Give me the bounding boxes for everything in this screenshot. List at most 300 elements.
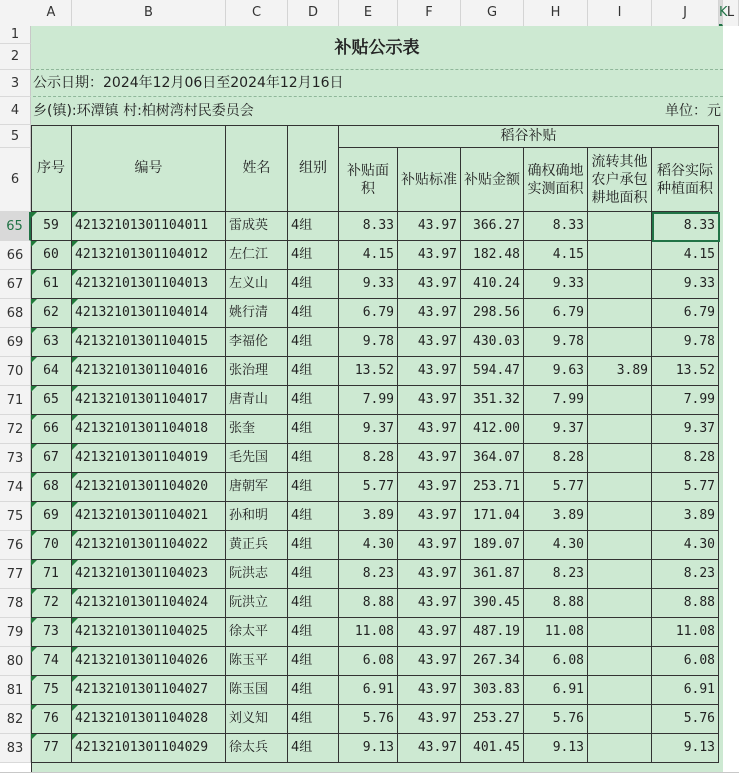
cell-confirmed[interactable] xyxy=(524,328,588,357)
cell-value: 4.30 xyxy=(683,537,715,552)
row-header-81[interactable]: 81 xyxy=(0,676,31,705)
cell-seq[interactable] xyxy=(31,589,72,618)
row-header-75[interactable]: 75 xyxy=(0,502,31,531)
cell-value: 9.33 xyxy=(683,276,715,291)
column-header-c[interactable]: C xyxy=(226,0,288,26)
cell-std[interactable] xyxy=(398,270,461,299)
cell-area[interactable] xyxy=(339,473,398,502)
cell-confirmed[interactable] xyxy=(524,386,588,415)
cell-code[interactable] xyxy=(72,560,226,589)
cell-confirmed[interactable] xyxy=(524,705,588,734)
cell-transfer[interactable] xyxy=(588,734,652,763)
cell-seq[interactable] xyxy=(31,560,72,589)
cell-confirmed[interactable] xyxy=(524,502,588,531)
cell-value: 594.47 xyxy=(473,363,520,378)
cell-seq[interactable] xyxy=(31,734,72,763)
cell-confirmed[interactable] xyxy=(524,241,588,270)
cell-group[interactable] xyxy=(288,357,339,386)
cell-transfer[interactable] xyxy=(588,386,652,415)
cell-amount[interactable] xyxy=(461,531,524,560)
cell-std[interactable] xyxy=(398,212,461,241)
cell-transfer[interactable] xyxy=(588,531,652,560)
cell-value: 8.28 xyxy=(362,450,394,465)
row-header-82[interactable]: 82 xyxy=(0,705,31,734)
cell-std[interactable] xyxy=(398,705,461,734)
cell-value: 43.97 xyxy=(417,392,457,407)
header-code: 编号 xyxy=(72,125,226,212)
cell-seq[interactable] xyxy=(31,241,72,270)
cell-code[interactable] xyxy=(72,241,226,270)
cell-name[interactable] xyxy=(226,647,288,676)
cell-group[interactable] xyxy=(288,560,339,589)
cell-name[interactable] xyxy=(226,531,288,560)
cell-value: 42132101301104027 xyxy=(75,682,209,697)
row-header-78[interactable]: 78 xyxy=(0,589,31,618)
cell-group[interactable] xyxy=(288,618,339,647)
cell-area[interactable] xyxy=(339,589,398,618)
cell-value: 42132101301104016 xyxy=(75,363,209,378)
cell-seq[interactable] xyxy=(31,270,72,299)
cell-transfer[interactable] xyxy=(588,473,652,502)
error-indicator-icon xyxy=(31,705,37,711)
cell-actual[interactable] xyxy=(652,270,719,299)
column-header-e[interactable]: E xyxy=(339,0,398,26)
cell-value: 4组 xyxy=(291,653,313,668)
cell-code[interactable] xyxy=(72,647,226,676)
cell-name[interactable] xyxy=(226,328,288,357)
row-header-4[interactable]: 4 xyxy=(0,97,31,125)
cell-transfer[interactable] xyxy=(588,676,652,705)
error-indicator-icon xyxy=(72,589,78,595)
cell-code[interactable] xyxy=(72,676,226,705)
column-header-f[interactable]: F xyxy=(398,0,461,26)
cell-code[interactable] xyxy=(72,357,226,386)
cell-group[interactable] xyxy=(288,705,339,734)
cell-name[interactable] xyxy=(226,589,288,618)
cell-area[interactable] xyxy=(339,212,398,241)
cell-value: 4组 xyxy=(291,247,313,262)
cell-code[interactable] xyxy=(72,618,226,647)
header-transfer-area: 流转其他农户承包耕地面积 xyxy=(588,148,652,212)
cell-seq[interactable] xyxy=(31,415,72,444)
cell-code[interactable] xyxy=(72,531,226,560)
error-indicator-icon xyxy=(72,328,78,334)
cell-name[interactable] xyxy=(226,676,288,705)
cell-seq[interactable] xyxy=(31,212,72,241)
row-header-71[interactable]: 71 xyxy=(0,386,31,415)
cell-name[interactable] xyxy=(226,473,288,502)
cell-group[interactable] xyxy=(288,212,339,241)
cell-amount[interactable] xyxy=(461,618,524,647)
cell-group[interactable] xyxy=(288,734,339,763)
cell-actual[interactable] xyxy=(652,444,719,473)
cell-area[interactable] xyxy=(339,734,398,763)
cell-seq[interactable] xyxy=(31,328,72,357)
cell-transfer[interactable] xyxy=(588,328,652,357)
row-header-6[interactable]: 6 xyxy=(0,148,31,212)
cell-actual[interactable] xyxy=(652,386,719,415)
cell-transfer[interactable] xyxy=(588,618,652,647)
cell-area[interactable] xyxy=(339,357,398,386)
cell-code[interactable] xyxy=(72,212,226,241)
cell-area[interactable] xyxy=(339,299,398,328)
cell-name[interactable] xyxy=(226,705,288,734)
cell-area[interactable] xyxy=(339,241,398,270)
cell-area[interactable] xyxy=(339,531,398,560)
cell-name[interactable] xyxy=(226,502,288,531)
cell-confirmed[interactable] xyxy=(524,560,588,589)
cell-actual[interactable] xyxy=(652,241,719,270)
row-header-2[interactable]: 2 xyxy=(0,44,31,70)
cell-value: 7.99 xyxy=(552,392,584,407)
cell-transfer[interactable] xyxy=(588,357,652,386)
cell-group[interactable] xyxy=(288,647,339,676)
cell-value: 42132101301104011 xyxy=(75,218,209,233)
cell-transfer[interactable] xyxy=(588,444,652,473)
column-header-g[interactable]: G xyxy=(461,0,524,26)
cell-std[interactable] xyxy=(398,560,461,589)
row-header-80[interactable]: 80 xyxy=(0,647,31,676)
cell-amount[interactable] xyxy=(461,328,524,357)
cell-value: 253.71 xyxy=(473,479,520,494)
cell-value: 毛先国 xyxy=(229,450,269,465)
cell-actual[interactable] xyxy=(652,357,719,386)
error-indicator-icon xyxy=(72,270,78,276)
cell-area[interactable] xyxy=(339,676,398,705)
cell-amount[interactable] xyxy=(461,444,524,473)
cell-amount[interactable] xyxy=(461,589,524,618)
cell-confirmed[interactable] xyxy=(524,444,588,473)
row-header-79[interactable]: 79 xyxy=(0,618,31,647)
cell-value: 42132101301104020 xyxy=(75,479,209,494)
cell-value: 9.33 xyxy=(552,276,584,291)
cell-seq[interactable] xyxy=(31,386,72,415)
column-header-b[interactable]: B xyxy=(72,0,226,26)
cell-transfer[interactable] xyxy=(588,415,652,444)
row-header-74[interactable]: 74 xyxy=(0,473,31,502)
row-header-65[interactable]: 65 xyxy=(0,212,31,241)
cell-actual[interactable] xyxy=(652,589,719,618)
cell-code[interactable] xyxy=(72,473,226,502)
cell-seq[interactable] xyxy=(31,531,72,560)
cell-code[interactable] xyxy=(72,299,226,328)
cell-value: 3.89 xyxy=(683,508,715,523)
cell-std[interactable] xyxy=(398,502,461,531)
cell-code[interactable] xyxy=(72,386,226,415)
row-header-70[interactable]: 70 xyxy=(0,357,31,386)
cell-value: 42132101301104017 xyxy=(75,392,209,407)
cell-confirmed[interactable] xyxy=(524,299,588,328)
cell-amount[interactable] xyxy=(461,415,524,444)
cell-value: 73 xyxy=(43,624,59,639)
cell-value: 4组 xyxy=(291,479,313,494)
cell-value: 42132101301104022 xyxy=(75,537,209,552)
cell-amount[interactable] xyxy=(461,676,524,705)
cell-name[interactable] xyxy=(226,618,288,647)
cell-code[interactable] xyxy=(72,734,226,763)
cell-actual[interactable] xyxy=(652,473,719,502)
cell-actual[interactable] xyxy=(652,618,719,647)
cell-value: 张治理 xyxy=(229,363,269,378)
cell-name[interactable] xyxy=(226,270,288,299)
column-header-k[interactable]: K xyxy=(719,0,723,26)
cell-actual[interactable] xyxy=(652,299,719,328)
cell-value: 9.78 xyxy=(362,334,394,349)
cell-value: 43.97 xyxy=(417,276,457,291)
cell-std[interactable] xyxy=(398,328,461,357)
cell-value: 9.13 xyxy=(552,740,584,755)
cell-value: 9.78 xyxy=(552,334,584,349)
cell-value: 9.37 xyxy=(362,421,394,436)
cell-std[interactable] xyxy=(398,241,461,270)
cell-value: 9.78 xyxy=(683,334,715,349)
cell-value: 43.97 xyxy=(417,247,457,262)
cell-area[interactable] xyxy=(339,618,398,647)
cell-amount[interactable] xyxy=(461,705,524,734)
cell-seq[interactable] xyxy=(31,444,72,473)
cell-confirmed[interactable] xyxy=(524,618,588,647)
cell-transfer[interactable] xyxy=(588,647,652,676)
column-header-j[interactable]: J xyxy=(652,0,719,26)
cell-transfer[interactable] xyxy=(588,270,652,299)
unit-label: 单位：元 xyxy=(665,103,721,119)
cell-value: 182.48 xyxy=(473,247,520,262)
cell-value: 6.91 xyxy=(552,682,584,697)
cell-actual[interactable] xyxy=(652,531,719,560)
cell-value: 61 xyxy=(43,276,59,291)
row-header-76[interactable]: 76 xyxy=(0,531,31,560)
cell-confirmed[interactable] xyxy=(524,531,588,560)
cell-group[interactable] xyxy=(288,531,339,560)
cell-name[interactable] xyxy=(226,212,288,241)
cell-area[interactable] xyxy=(339,444,398,473)
cell-value: 390.45 xyxy=(473,595,520,610)
cell-seq[interactable] xyxy=(31,676,72,705)
cell-group[interactable] xyxy=(288,270,339,299)
cell-amount[interactable] xyxy=(461,270,524,299)
cell-name[interactable] xyxy=(226,241,288,270)
row-header-1[interactable]: 1 xyxy=(0,26,31,44)
cell-code[interactable] xyxy=(72,328,226,357)
cell-area[interactable] xyxy=(339,705,398,734)
cell-value: 9.37 xyxy=(552,421,584,436)
cell-value: 李福伦 xyxy=(229,334,269,349)
error-indicator-icon xyxy=(72,560,78,566)
cell-actual[interactable] xyxy=(652,647,719,676)
location-line: 乡(镇):环潭镇 村:柏树湾村民委员会 xyxy=(33,103,254,119)
cell-confirmed[interactable] xyxy=(524,676,588,705)
row-header-77[interactable]: 77 xyxy=(0,560,31,589)
cell-area[interactable] xyxy=(339,386,398,415)
cell-code[interactable] xyxy=(72,502,226,531)
cell-std[interactable] xyxy=(398,531,461,560)
cell-value: 62 xyxy=(43,305,59,320)
cell-value: 42132101301104018 xyxy=(75,421,209,436)
row-header-72[interactable]: 72 xyxy=(0,415,31,444)
cell-value: 42132101301104026 xyxy=(75,653,209,668)
cell-group[interactable] xyxy=(288,241,339,270)
cell-std[interactable] xyxy=(398,647,461,676)
cell-transfer[interactable] xyxy=(588,299,652,328)
cell-value: 75 xyxy=(43,682,59,697)
cell-std[interactable] xyxy=(398,734,461,763)
cell-area[interactable] xyxy=(339,270,398,299)
cell-amount[interactable] xyxy=(461,241,524,270)
cell-std[interactable] xyxy=(398,589,461,618)
cell-area[interactable] xyxy=(339,502,398,531)
cell-amount[interactable] xyxy=(461,734,524,763)
cell-value: 4组 xyxy=(291,537,313,552)
cell-area[interactable] xyxy=(339,328,398,357)
cell-code[interactable] xyxy=(72,444,226,473)
cell-value: 唐青山 xyxy=(229,392,269,407)
error-indicator-icon xyxy=(72,299,78,305)
cell-area[interactable] xyxy=(339,560,398,589)
cell-transfer[interactable] xyxy=(588,212,652,241)
row-header-68[interactable]: 68 xyxy=(0,299,31,328)
cell-transfer[interactable] xyxy=(588,560,652,589)
cell-actual[interactable] xyxy=(652,328,719,357)
cell-name[interactable] xyxy=(226,299,288,328)
cell-confirmed[interactable] xyxy=(524,212,588,241)
header-confirmed-area: 确权确地实测面积 xyxy=(524,148,588,212)
header-standard: 补贴标准 xyxy=(398,148,461,212)
cell-transfer[interactable] xyxy=(588,502,652,531)
cell-value: 9.63 xyxy=(552,363,584,378)
cell-code[interactable] xyxy=(72,415,226,444)
cell-value: 366.27 xyxy=(473,218,520,233)
column-header-i[interactable]: I xyxy=(588,0,652,26)
cell-group[interactable] xyxy=(288,444,339,473)
cell-confirmed[interactable] xyxy=(524,589,588,618)
cell-actual[interactable] xyxy=(652,415,719,444)
cell-group[interactable] xyxy=(288,328,339,357)
cell-name[interactable] xyxy=(226,734,288,763)
cell-area[interactable] xyxy=(339,415,398,444)
cell-transfer[interactable] xyxy=(588,589,652,618)
cell-amount[interactable] xyxy=(461,560,524,589)
cell-value: 6.08 xyxy=(683,653,715,668)
error-indicator-icon xyxy=(31,647,37,653)
cell-confirmed[interactable] xyxy=(524,415,588,444)
cell-std[interactable] xyxy=(398,473,461,502)
cell-area[interactable] xyxy=(339,647,398,676)
cell-seq[interactable] xyxy=(31,357,72,386)
column-header-d[interactable]: D xyxy=(288,0,339,26)
cell-amount[interactable] xyxy=(461,647,524,676)
cell-seq[interactable] xyxy=(31,502,72,531)
cell-amount[interactable] xyxy=(461,386,524,415)
cell-name[interactable] xyxy=(226,444,288,473)
cell-group[interactable] xyxy=(288,473,339,502)
cell-group[interactable] xyxy=(288,676,339,705)
cell-amount[interactable] xyxy=(461,502,524,531)
cell-value: 361.87 xyxy=(473,566,520,581)
row-header-3[interactable]: 3 xyxy=(0,70,31,97)
cell-name[interactable] xyxy=(226,560,288,589)
cell-code[interactable] xyxy=(72,705,226,734)
sheet-right-margin xyxy=(723,26,739,778)
cell-std[interactable] xyxy=(398,299,461,328)
cell-actual[interactable] xyxy=(652,560,719,589)
cell-value: 410.24 xyxy=(473,276,520,291)
cell-std[interactable] xyxy=(398,386,461,415)
column-header-h[interactable]: H xyxy=(524,0,588,26)
cell-value: 4组 xyxy=(291,566,313,581)
cell-amount[interactable] xyxy=(461,299,524,328)
cell-amount[interactable] xyxy=(461,473,524,502)
error-indicator-icon xyxy=(31,618,37,624)
column-header-l[interactable]: L xyxy=(723,0,739,26)
cell-value: 5.77 xyxy=(552,479,584,494)
row-header-5[interactable]: 5 xyxy=(0,125,31,148)
cell-amount[interactable] xyxy=(461,357,524,386)
cell-value: 42132101301104015 xyxy=(75,334,209,349)
cell-seq[interactable] xyxy=(31,473,72,502)
cell-group[interactable] xyxy=(288,589,339,618)
cell-value: 4.30 xyxy=(362,537,394,552)
column-header-bar xyxy=(0,0,739,27)
cell-value: 42132101301104013 xyxy=(75,276,209,291)
cell-name[interactable] xyxy=(226,415,288,444)
cell-confirmed[interactable] xyxy=(524,734,588,763)
cell-value: 487.19 xyxy=(473,624,520,639)
cell-transfer[interactable] xyxy=(588,705,652,734)
cell-code[interactable] xyxy=(72,589,226,618)
error-indicator-icon xyxy=(31,531,37,537)
cell-value: 267.34 xyxy=(473,653,520,668)
cell-actual[interactable] xyxy=(652,734,719,763)
cell-value: 42132101301104021 xyxy=(75,508,209,523)
cell-actual[interactable] xyxy=(652,502,719,531)
cell-confirmed[interactable] xyxy=(524,270,588,299)
cell-seq[interactable] xyxy=(31,647,72,676)
cell-group[interactable] xyxy=(288,299,339,328)
cell-amount[interactable] xyxy=(461,212,524,241)
column-header-a[interactable]: A xyxy=(31,0,72,26)
cell-name[interactable] xyxy=(226,357,288,386)
cell-std[interactable] xyxy=(398,618,461,647)
cell-seq[interactable] xyxy=(31,299,72,328)
cell-actual[interactable] xyxy=(652,676,719,705)
cell-code[interactable] xyxy=(72,270,226,299)
cell-std[interactable] xyxy=(398,676,461,705)
cell-std[interactable] xyxy=(398,357,461,386)
cell-group[interactable] xyxy=(288,502,339,531)
cell-confirmed[interactable] xyxy=(524,647,588,676)
cell-value: 42132101301104019 xyxy=(75,450,209,465)
row-header-66[interactable]: 66 xyxy=(0,241,31,270)
spreadsheet-grid[interactable] xyxy=(31,26,723,772)
row-header-83[interactable]: 83 xyxy=(0,734,31,763)
cell-name[interactable] xyxy=(226,386,288,415)
cell-actual[interactable] xyxy=(652,705,719,734)
row-header-67[interactable]: 67 xyxy=(0,270,31,299)
row-header-73[interactable]: 73 xyxy=(0,444,31,473)
cell-group[interactable] xyxy=(288,386,339,415)
error-indicator-icon xyxy=(72,241,78,247)
cell-seq[interactable] xyxy=(31,705,72,734)
cell-transfer[interactable] xyxy=(588,241,652,270)
cell-std[interactable] xyxy=(398,444,461,473)
cell-value: 4组 xyxy=(291,682,313,697)
row-header-69[interactable]: 69 xyxy=(0,328,31,357)
cell-seq[interactable] xyxy=(31,618,72,647)
cell-confirmed[interactable] xyxy=(524,473,588,502)
cell-group[interactable] xyxy=(288,415,339,444)
cell-std[interactable] xyxy=(398,415,461,444)
cell-confirmed[interactable] xyxy=(524,357,588,386)
